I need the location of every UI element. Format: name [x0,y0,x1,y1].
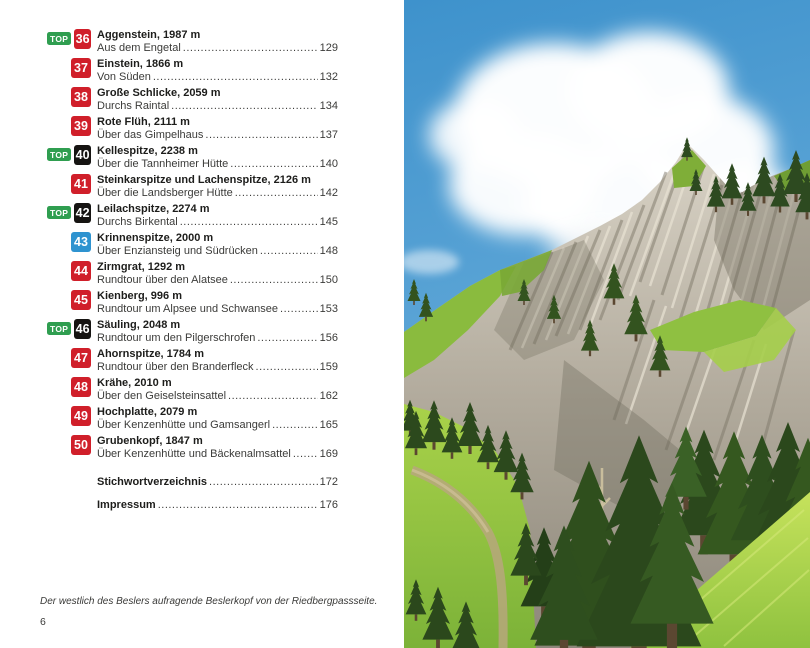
badge-column [47,435,91,461]
mountain-photo [404,0,810,648]
tour-number-badge: 42 [74,203,91,223]
tour-title: Krinnenspitze, 2000 m [97,232,214,244]
tour-page-number: 129 [319,42,338,54]
top-badge: TOP [47,206,71,219]
tour-title: Ahornspitze, 1784 m [97,348,204,360]
entry-text [97,145,338,171]
tour-subtitle: Von Süden [97,71,151,83]
badge-column [47,348,91,374]
tour-title: Aggenstein, 1987 m [97,29,201,41]
entry-text [97,290,338,316]
entry-text [97,348,338,374]
tour-page-number: 165 [319,419,338,431]
tour-subtitle-row [97,303,338,316]
tour-page-number: 159 [319,361,338,373]
extra-page-number: 176 [319,499,338,511]
badge-column [47,377,91,403]
tour-title: Krähe, 2010 m [97,377,172,389]
entry-text [97,116,338,142]
toc-entry [47,261,338,287]
tour-title: Kellespitze, 2238 m [97,145,198,157]
badge-column [47,116,91,142]
badge-column [47,290,91,316]
badge-column [47,29,91,55]
entry-text [97,29,338,55]
tour-subtitle-row [97,71,338,84]
tour-subtitle-row [97,332,338,345]
toc-entry [47,435,338,461]
dot-leader [153,71,318,84]
toc-entry [47,174,338,200]
tour-page-number: 150 [319,274,338,286]
dot-leader [230,158,317,171]
tour-title: Kienberg, 996 m [97,290,182,302]
tour-number-badge: 48 [71,377,91,397]
tour-subtitle-row [97,129,338,142]
dot-leader [293,448,318,461]
tour-subtitle-row [97,187,338,200]
tour-subtitle: Durchs Birkental [97,216,178,228]
tour-subtitle-row [97,42,338,55]
tour-subtitle-row [97,419,338,432]
tour-number-badge: 39 [71,116,91,136]
tour-title: Leilachspitze, 2274 m [97,203,210,215]
tour-subtitle: Über Kenzenhütte und Gamsangerl [97,419,271,431]
tour-number-badge: 50 [71,435,91,455]
tour-page-number: 137 [319,129,338,141]
photo-caption: Der westlich des Beslers aufragende Beslerkopf von der Riedbergpassseite. [40,596,378,607]
badge-column [47,58,91,84]
toc-entry [47,377,338,403]
tour-subtitle: Aus dem Engetal [97,42,181,54]
tour-subtitle-row [97,216,338,229]
tour-page-number: 145 [319,216,338,228]
toc-entry [47,348,338,374]
tour-number-badge: 47 [71,348,91,368]
tour-title: Grubenkopf, 1847 m [97,435,203,447]
extra-page-number: 172 [319,476,338,488]
tour-page-number: 169 [319,448,338,460]
tour-title: Rote Flüh, 2111 m [97,116,190,128]
badge-column [47,319,91,345]
tour-page-number: 153 [319,303,338,315]
tour-subtitle-row [97,361,338,374]
dot-leader [180,216,318,229]
top-badge: TOP [47,32,71,45]
tour-number-badge: 46 [74,319,91,339]
dot-leader [183,42,318,55]
badge-column [47,232,91,258]
tour-title: Große Schlicke, 2059 m [97,87,221,99]
entry-text [97,58,338,84]
tour-subtitle: Rundtour um den Pilgerschrofen [97,332,256,344]
tour-number-badge: 44 [71,261,91,281]
toc-entries [47,29,338,461]
tour-subtitle: Durchs Raintal [97,100,170,112]
badge-column [47,145,91,171]
tour-subtitle-row [97,100,338,113]
tour-number-badge: 45 [71,290,91,310]
toc-entry [47,203,338,229]
tour-subtitle: Über den Geiselsteinsattel [97,390,227,402]
dot-leader [280,303,318,316]
toc-entry [47,58,338,84]
tour-number-badge: 40 [74,145,91,165]
toc-entry [47,29,338,55]
entry-text [97,87,338,113]
tour-subtitle-row [97,158,338,171]
tour-page-number: 134 [319,100,338,112]
toc-extra-entry [47,476,338,489]
toc-entry [47,232,338,258]
tour-title: Zirmgrat, 1292 m [97,261,186,273]
toc-extras [47,476,338,512]
dot-leader [272,419,318,432]
entry-text [97,261,338,287]
badge-column [47,174,91,200]
toc-entry [47,319,338,345]
tour-page-number: 148 [319,245,338,257]
extra-label: Impressum [97,499,156,511]
badge-column [47,87,91,113]
dot-leader [171,100,318,113]
tour-subtitle: Rundtour über den Branderfleck [97,361,254,373]
dot-leader [230,274,318,287]
toc-entry [47,116,338,142]
tour-number-badge: 36 [74,29,91,49]
tour-title: Hochplatte, 2079 m [97,406,198,418]
tour-subtitle: Über die Landsberger Hütte [97,187,233,199]
extra-label: Stichwortverzeichnis [97,476,208,488]
top-badge: TOP [47,322,71,335]
entry-text [97,319,338,345]
entry-text [97,435,338,461]
entry-text [97,377,338,403]
tour-title: Säuling, 2048 m [97,319,181,331]
tour-page-number: 156 [319,332,338,344]
dot-leader [235,187,318,200]
tour-page-number: 140 [319,158,338,170]
badge-column [47,261,91,287]
tour-subtitle: Über Enziansteig und Südrücken [97,245,258,257]
tour-subtitle: Über die Tannheimer Hütte [97,158,229,170]
toc-entry [47,406,338,432]
dot-leader [256,361,318,374]
table-of-contents [47,29,338,522]
tour-title: Steinkarspitze und Lachenspitze, 2126 m [97,174,311,186]
badge-column [47,203,91,229]
dot-leader [257,332,317,345]
tour-number-badge: 49 [71,406,91,426]
dot-leader [205,129,317,142]
tour-page-number: 142 [319,187,338,199]
tour-subtitle-row [97,245,338,258]
tour-number-badge: 38 [71,87,91,107]
tour-subtitle-row [97,274,338,287]
entry-text [97,203,338,229]
tour-number-badge: 37 [71,58,91,78]
tour-title: Einstein, 1866 m [97,58,184,70]
badge-column [47,406,91,432]
dot-leader [209,476,318,489]
tour-subtitle: Rundtour über den Alatsee [97,274,228,286]
tour-subtitle-row [97,448,338,461]
dot-leader [260,245,318,258]
toc-entry [47,290,338,316]
tour-subtitle: Über Kenzenhütte und Bäckenalmsattel [97,448,291,460]
toc-entry [47,87,338,113]
tour-number-badge: 43 [71,232,91,252]
toc-extra-entry [47,499,338,512]
top-badge: TOP [47,148,71,161]
tour-subtitle: Rundtour um Alpsee und Schwansee [97,303,279,315]
dot-leader [228,390,318,403]
tour-subtitle-row [97,390,338,403]
tour-number-badge: 41 [71,174,91,194]
tour-page-number: 132 [319,71,338,83]
toc-entry [47,145,338,171]
entry-text [97,174,338,200]
page-number: 6 [40,616,46,628]
tour-subtitle: Über das Gimpelhaus [97,129,204,141]
tour-page-number: 162 [319,390,338,402]
entry-text [97,406,338,432]
entry-text [97,232,338,258]
dot-leader [158,499,318,512]
